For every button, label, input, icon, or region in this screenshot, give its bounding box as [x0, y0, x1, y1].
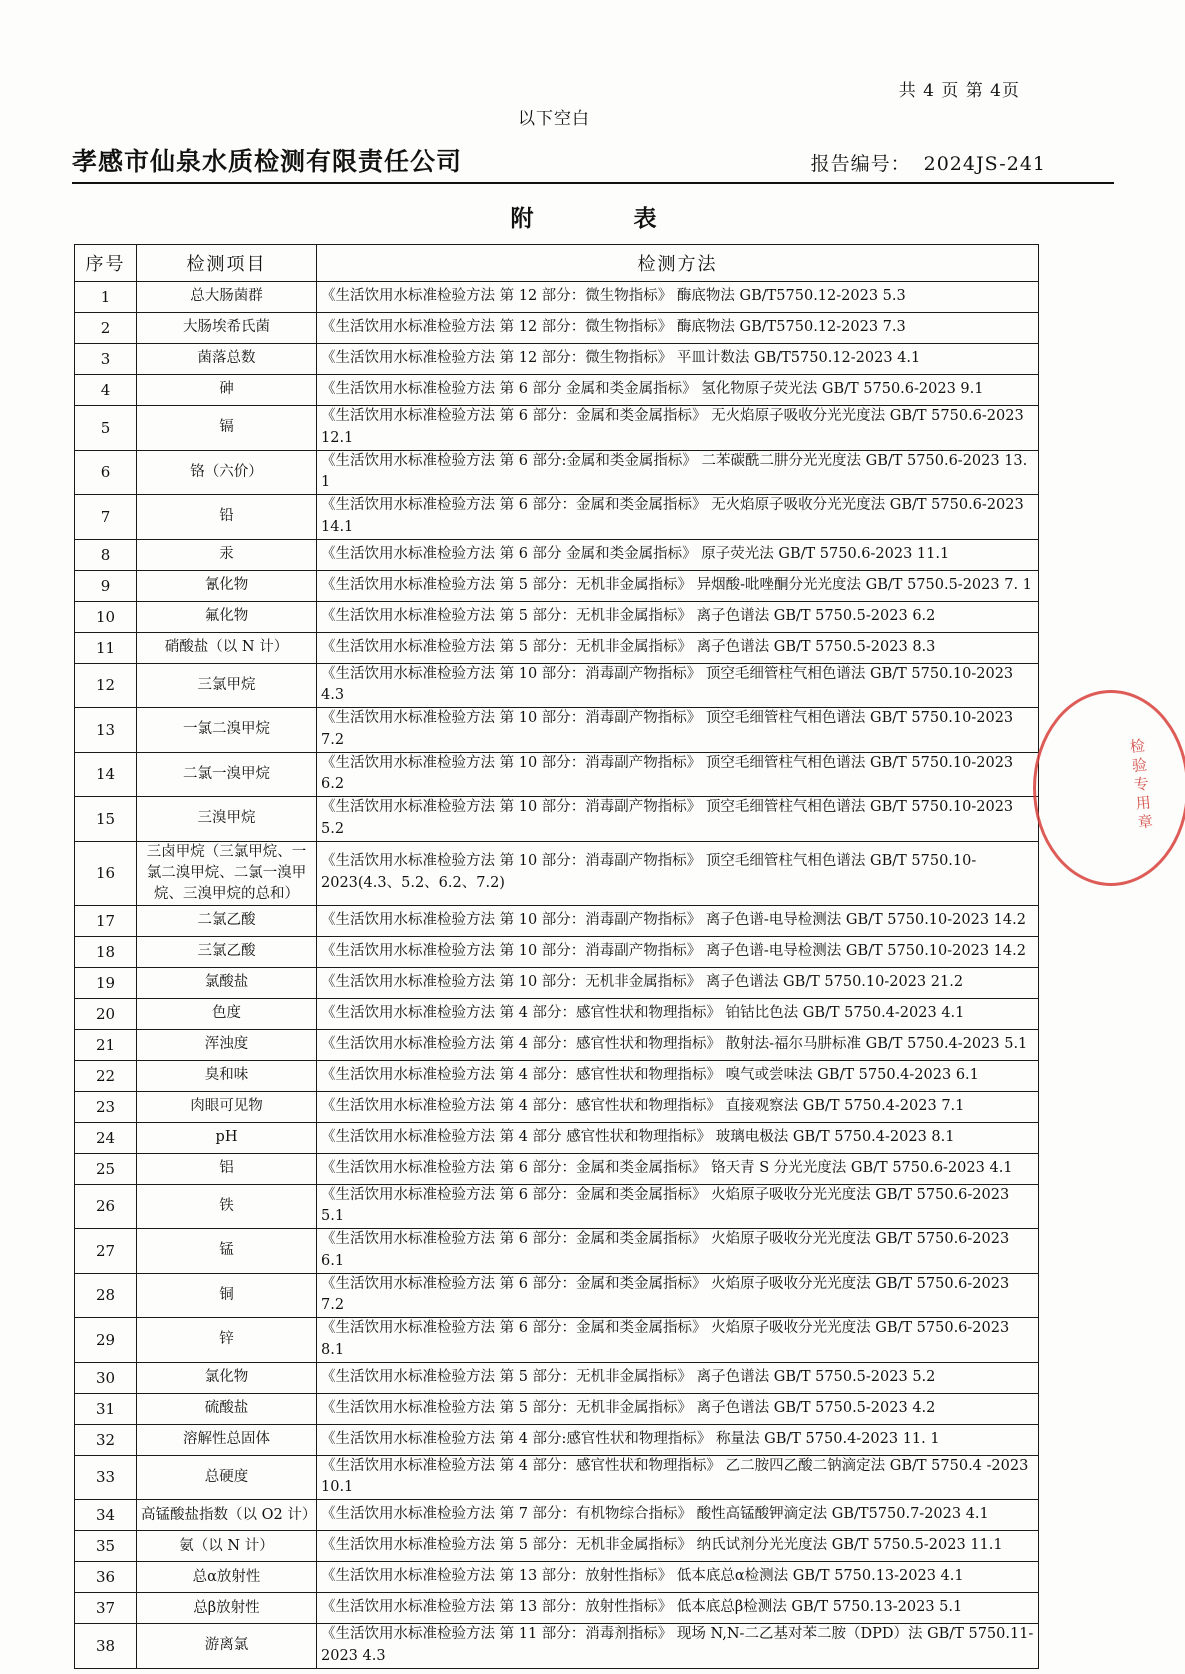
cell-no: 31	[75, 1393, 137, 1424]
cell-method: 《生活饮用水标准检验方法 第 13 部分：放射性指标》 低本底总α检测法 GB/T 5750.13-2023 4.1	[317, 1562, 1039, 1593]
table-row	[75, 1122, 1039, 1153]
table-header	[75, 245, 1039, 282]
inspection-stamp	[1093, 690, 1183, 880]
cell-method: 《生活饮用水标准检验方法 第 10 部分：消毒副产物指标》 顶空毛细管柱气相色谱法 GB/T 5750.10-2023 5.2	[317, 797, 1039, 842]
cell-item: 氨（以 N 计）	[137, 1531, 317, 1562]
cell-no: 7	[75, 495, 137, 540]
table-row	[75, 632, 1039, 663]
table-row	[75, 1562, 1039, 1593]
cell-item: 臭和味	[137, 1060, 317, 1091]
cell-item: 氰化物	[137, 570, 317, 601]
cell-method: 《生活饮用水标准检验方法 第 6 部分：金属和类金属指标》 火焰原子吸收分光光度法 GB/T 5750.6-2023 8.1	[317, 1318, 1039, 1363]
col-header-method: 检测方法	[317, 245, 1039, 282]
table-row	[75, 1393, 1039, 1424]
cell-no: 24	[75, 1122, 137, 1153]
cell-no: 19	[75, 967, 137, 998]
cell-method: 《生活饮用水标准检验方法 第 5 部分：无机非金属指标》 离子色谱法 GB/T 5750.5-2023 6.2	[317, 601, 1039, 632]
cell-method: 《生活饮用水标准检验方法 第 4 部分:感官性状和物理指标》 称量法 GB/T 5750.4-2023 11. 1	[317, 1424, 1039, 1455]
cell-method: 《生活饮用水标准检验方法 第 6 部分：金属和类金属指标》 无火焰原子吸收分光光度法 GB/T 5750.6-2023 14.1	[317, 495, 1039, 540]
stamp-arc-icon	[1033, 690, 1185, 886]
cell-item: 铜	[137, 1273, 317, 1318]
cell-no: 14	[75, 752, 137, 797]
table-row	[75, 663, 1039, 708]
cell-no: 5	[75, 406, 137, 451]
blank-note: 以下空白	[518, 109, 590, 129]
cell-no: 15	[75, 797, 137, 842]
page-counter: 共 4 页 第 4页	[898, 81, 1020, 101]
cell-item: 一氯二溴甲烷	[137, 708, 317, 753]
cell-no: 17	[75, 905, 137, 936]
cell-method: 《生活饮用水标准检验方法 第 6 部分：金属和类金属指标》 火焰原子吸收分光光度法 GB/T 5750.6-2023 6.1	[317, 1229, 1039, 1274]
table-row	[75, 1273, 1039, 1318]
table-body	[75, 282, 1039, 1669]
cell-method: 《生活饮用水标准检验方法 第 10 部分：消毒副产物指标》 顶空毛细管柱气相色谱法 GB/T 5750.10-2023 6.2	[317, 752, 1039, 797]
cell-item: 氯化物	[137, 1362, 317, 1393]
cell-no: 9	[75, 570, 137, 601]
cell-item: 总β放射性	[137, 1593, 317, 1624]
cell-method: 《生活饮用水标准检验方法 第 6 部分：金属和类金属指标》 火焰原子吸收分光光度法 GB/T 5750.6-2023 5.1	[317, 1184, 1039, 1229]
cell-no: 27	[75, 1229, 137, 1274]
cell-no: 37	[75, 1593, 137, 1624]
cell-no: 22	[75, 1060, 137, 1091]
table-header-row	[75, 245, 1039, 282]
cell-method: 《生活饮用水标准检验方法 第 6 部分:金属和类金属指标》 二苯碳酰二肼分光光度法 GB/T 5750.6-2023 13. 1	[317, 450, 1039, 495]
cell-item: pH	[137, 1122, 317, 1153]
cell-method: 《生活饮用水标准检验方法 第 5 部分：无机非金属指标》 离子色谱法 GB/T 5750.5-2023 5.2	[317, 1362, 1039, 1393]
cell-method: 《生活饮用水标准检验方法 第 5 部分：无机非金属指标》 纳氏试剂分光光度法 GB/T 5750.5-2023 11.1	[317, 1531, 1039, 1562]
cell-item: 总α放射性	[137, 1562, 317, 1593]
company-name: 孝感市仙泉水质检测有限责任公司	[72, 147, 463, 176]
table-row	[75, 1531, 1039, 1562]
table-row	[75, 450, 1039, 495]
table-row	[75, 344, 1039, 375]
cell-item: 三氯甲烷	[137, 663, 317, 708]
table-row	[75, 936, 1039, 967]
cell-method: 《生活饮用水标准检验方法 第 4 部分 感官性状和物理指标》 玻璃电极法 GB/T 5750.4-2023 8.1	[317, 1122, 1039, 1153]
cell-method: 《生活饮用水标准检验方法 第 10 部分：消毒副产物指标》 离子色谱-电导检测法 GB/T 5750.10-2023 14.2	[317, 905, 1039, 936]
table-row	[75, 1184, 1039, 1229]
cell-item: 三卤甲烷（三氯甲烷、一氯二溴甲烷、二氯一溴甲烷、三溴甲烷的总和）	[137, 841, 317, 905]
stamp-text: 检验专用章	[1127, 737, 1155, 834]
cell-item: 锰	[137, 1229, 317, 1274]
cell-method: 《生活饮用水标准检验方法 第 4 部分：感官性状和物理指标》 铂钴比色法 GB/T 5750.4-2023 4.1	[317, 998, 1039, 1029]
table-row	[75, 1593, 1039, 1624]
cell-no: 30	[75, 1362, 137, 1393]
cell-no: 8	[75, 539, 137, 570]
cell-item: 镉	[137, 406, 317, 451]
cell-item: 二氯乙酸	[137, 905, 317, 936]
cell-item: 游离氯	[137, 1624, 317, 1669]
cell-no: 18	[75, 936, 137, 967]
cell-item: 铁	[137, 1184, 317, 1229]
cell-item: 三溴甲烷	[137, 797, 317, 842]
cell-method: 《生活饮用水标准检验方法 第 6 部分：金属和类金属指标》 火焰原子吸收分光光度法 GB/T 5750.6-2023 7.2	[317, 1273, 1039, 1318]
cell-no: 32	[75, 1424, 137, 1455]
table-row	[75, 313, 1039, 344]
cell-method: 《生活饮用水标准检验方法 第 6 部分 金属和类金属指标》 原子荧光法 GB/T 5750.6-2023 11.1	[317, 539, 1039, 570]
cell-no: 21	[75, 1029, 137, 1060]
cell-item: 溶解性总固体	[137, 1424, 317, 1455]
table-row	[75, 1318, 1039, 1363]
table-row	[75, 1500, 1039, 1531]
cell-no: 4	[75, 375, 137, 406]
cell-item: 高锰酸盐指数（以 O2 计）	[137, 1500, 317, 1531]
table-row	[75, 570, 1039, 601]
cell-no: 13	[75, 708, 137, 753]
cell-no: 35	[75, 1531, 137, 1562]
cell-item: 铅	[137, 495, 317, 540]
attachment-table-wrapper	[74, 244, 1038, 1669]
cell-method: 《生活饮用水标准检验方法 第 10 部分：消毒副产物指标》 顶空毛细管柱气相色谱法 GB/T 5750.10-2023 4.3	[317, 663, 1039, 708]
cell-no: 16	[75, 841, 137, 905]
cell-method: 《生活饮用水标准检验方法 第 6 部分：金属和类金属指标》 铬天青 S 分光光度法 GB/T 5750.6-2023 4.1	[317, 1153, 1039, 1184]
table-row	[75, 841, 1039, 905]
col-header-no: 序号	[75, 245, 137, 282]
cell-item: 铬（六价）	[137, 450, 317, 495]
cell-item: 氟化物	[137, 601, 317, 632]
table-row	[75, 406, 1039, 451]
cell-item: 大肠埃希氏菌	[137, 313, 317, 344]
attachment-table	[74, 244, 1039, 1669]
cell-item: 浑浊度	[137, 1029, 317, 1060]
cell-method: 《生活饮用水标准检验方法 第 12 部分：微生物指标》 酶底物法 GB/T5750.12-2023 5.3	[317, 282, 1039, 313]
cell-method: 《生活饮用水标准检验方法 第 10 部分：无机非金属指标》 离子色谱法 GB/T 5750.10-2023 21.2	[317, 967, 1039, 998]
col-header-item: 检测项目	[137, 245, 317, 282]
cell-no: 36	[75, 1562, 137, 1593]
cell-method: 《生活饮用水标准检验方法 第 6 部分：金属和类金属指标》 无火焰原子吸收分光光度法 GB/T 5750.6-2023 12.1	[317, 406, 1039, 451]
table-row	[75, 375, 1039, 406]
cell-method: 《生活饮用水标准检验方法 第 4 部分：感官性状和物理指标》 散射法-福尔马肼标准 GB/T 5750.4-2023 5.1	[317, 1029, 1039, 1060]
cell-item: 三氯乙酸	[137, 936, 317, 967]
cell-item: 菌落总数	[137, 344, 317, 375]
cell-method: 《生活饮用水标准检验方法 第 10 部分：消毒副产物指标》 离子色谱-电导检测法 GB/T 5750.10-2023 14.2	[317, 936, 1039, 967]
cell-method: 《生活饮用水标准检验方法 第 5 部分：无机非金属指标》 离子色谱法 GB/T 5750.5-2023 8.3	[317, 632, 1039, 663]
cell-item: 总硬度	[137, 1455, 317, 1500]
table-row	[75, 1424, 1039, 1455]
table-row	[75, 1229, 1039, 1274]
cell-no: 23	[75, 1091, 137, 1122]
cell-method: 《生活饮用水标准检验方法 第 13 部分：放射性指标》 低本底总β检测法 GB/T 5750.13-2023 5.1	[317, 1593, 1039, 1624]
table-row	[75, 495, 1039, 540]
cell-item: 硫酸盐	[137, 1393, 317, 1424]
cell-no: 38	[75, 1624, 137, 1669]
table-row	[75, 967, 1039, 998]
table-row	[75, 1153, 1039, 1184]
cell-method: 《生活饮用水标准检验方法 第 4 部分：感官性状和物理指标》 直接观察法 GB/T 5750.4-2023 7.1	[317, 1091, 1039, 1122]
table-row	[75, 601, 1039, 632]
cell-method: 《生活饮用水标准检验方法 第 10 部分：消毒副产物指标》 顶空毛细管柱气相色谱法 GB/T 5750.10-2023 7.2	[317, 708, 1039, 753]
cell-method: 《生活饮用水标准检验方法 第 6 部分 金属和类金属指标》 氢化物原子荧光法 GB/T 5750.6-2023 9.1	[317, 375, 1039, 406]
cell-method: 《生活饮用水标准检验方法 第 4 部分：感官性状和物理指标》 嗅气或尝味法 GB/T 5750.4-2023 6.1	[317, 1060, 1039, 1091]
cell-method: 《生活饮用水标准检验方法 第 7 部分：有机物综合指标》 酸性高锰酸钾滴定法 GB/T5750.7-2023 4.1	[317, 1500, 1039, 1531]
cell-no: 6	[75, 450, 137, 495]
page-title: 附 表	[510, 205, 675, 232]
cell-no: 1	[75, 282, 137, 313]
cell-no: 29	[75, 1318, 137, 1363]
cell-item: 砷	[137, 375, 317, 406]
cell-method: 《生活饮用水标准检验方法 第 5 部分：无机非金属指标》 异烟酸-吡唑酮分光光度法 GB/T 5750.5-2023 7. 1	[317, 570, 1039, 601]
cell-item: 硝酸盐（以 N 计）	[137, 632, 317, 663]
report-number-group	[811, 149, 1046, 176]
table-row	[75, 797, 1039, 842]
cell-no: 3	[75, 344, 137, 375]
cell-item: 锌	[137, 1318, 317, 1363]
table-row	[75, 1362, 1039, 1393]
cell-no: 26	[75, 1184, 137, 1229]
table-row	[75, 1455, 1039, 1500]
report-number-value: 2024JS-241	[923, 153, 1046, 175]
cell-item: 铝	[137, 1153, 317, 1184]
cell-item: 色度	[137, 998, 317, 1029]
table-row	[75, 539, 1039, 570]
cell-no: 34	[75, 1500, 137, 1531]
cell-method: 《生活饮用水标准检验方法 第 5 部分：无机非金属指标》 离子色谱法 GB/T 5750.5-2023 4.2	[317, 1393, 1039, 1424]
cell-no: 10	[75, 601, 137, 632]
cell-method: 《生活饮用水标准检验方法 第 4 部分：感官性状和物理指标》 乙二胺四乙酸二钠滴定法 GB/T 5750.4 -2023 10.1	[317, 1455, 1039, 1500]
cell-item: 汞	[137, 539, 317, 570]
cell-item: 二氯一溴甲烷	[137, 752, 317, 797]
cell-no: 12	[75, 663, 137, 708]
table-row	[75, 282, 1039, 313]
cell-no: 33	[75, 1455, 137, 1500]
cell-no: 2	[75, 313, 137, 344]
table-row	[75, 1029, 1039, 1060]
cell-no: 28	[75, 1273, 137, 1318]
cell-no: 11	[75, 632, 137, 663]
report-number-label: 报告编号：	[810, 153, 911, 175]
cell-no: 20	[75, 998, 137, 1029]
cell-item: 氯酸盐	[137, 967, 317, 998]
company-header	[72, 142, 1114, 178]
cell-method: 《生活饮用水标准检验方法 第 11 部分：消毒剂指标》 现场 N,N-二乙基对苯二胺（DPD）法 GB/T 5750.11-2023 4.3	[317, 1624, 1039, 1669]
table-row	[75, 708, 1039, 753]
cell-no: 25	[75, 1153, 137, 1184]
table-row	[75, 998, 1039, 1029]
cell-method: 《生活饮用水标准检验方法 第 10 部分：消毒副产物指标》 顶空毛细管柱气相色谱法 GB/T 5750.10-2023(4.3、5.2、6.2、7.2)	[317, 841, 1039, 905]
table-row	[75, 1060, 1039, 1091]
cell-method: 《生活饮用水标准检验方法 第 12 部分：微生物指标》 平皿计数法 GB/T5750.12-2023 4.1	[317, 344, 1039, 375]
cell-method: 《生活饮用水标准检验方法 第 12 部分：微生物指标》 酶底物法 GB/T5750.12-2023 7.3	[317, 313, 1039, 344]
cell-item: 肉眼可见物	[137, 1091, 317, 1122]
table-row	[75, 905, 1039, 936]
table-row	[75, 752, 1039, 797]
header-divider	[72, 182, 1114, 184]
table-row	[75, 1624, 1039, 1669]
cell-item: 总大肠菌群	[137, 282, 317, 313]
table-row	[75, 1091, 1039, 1122]
